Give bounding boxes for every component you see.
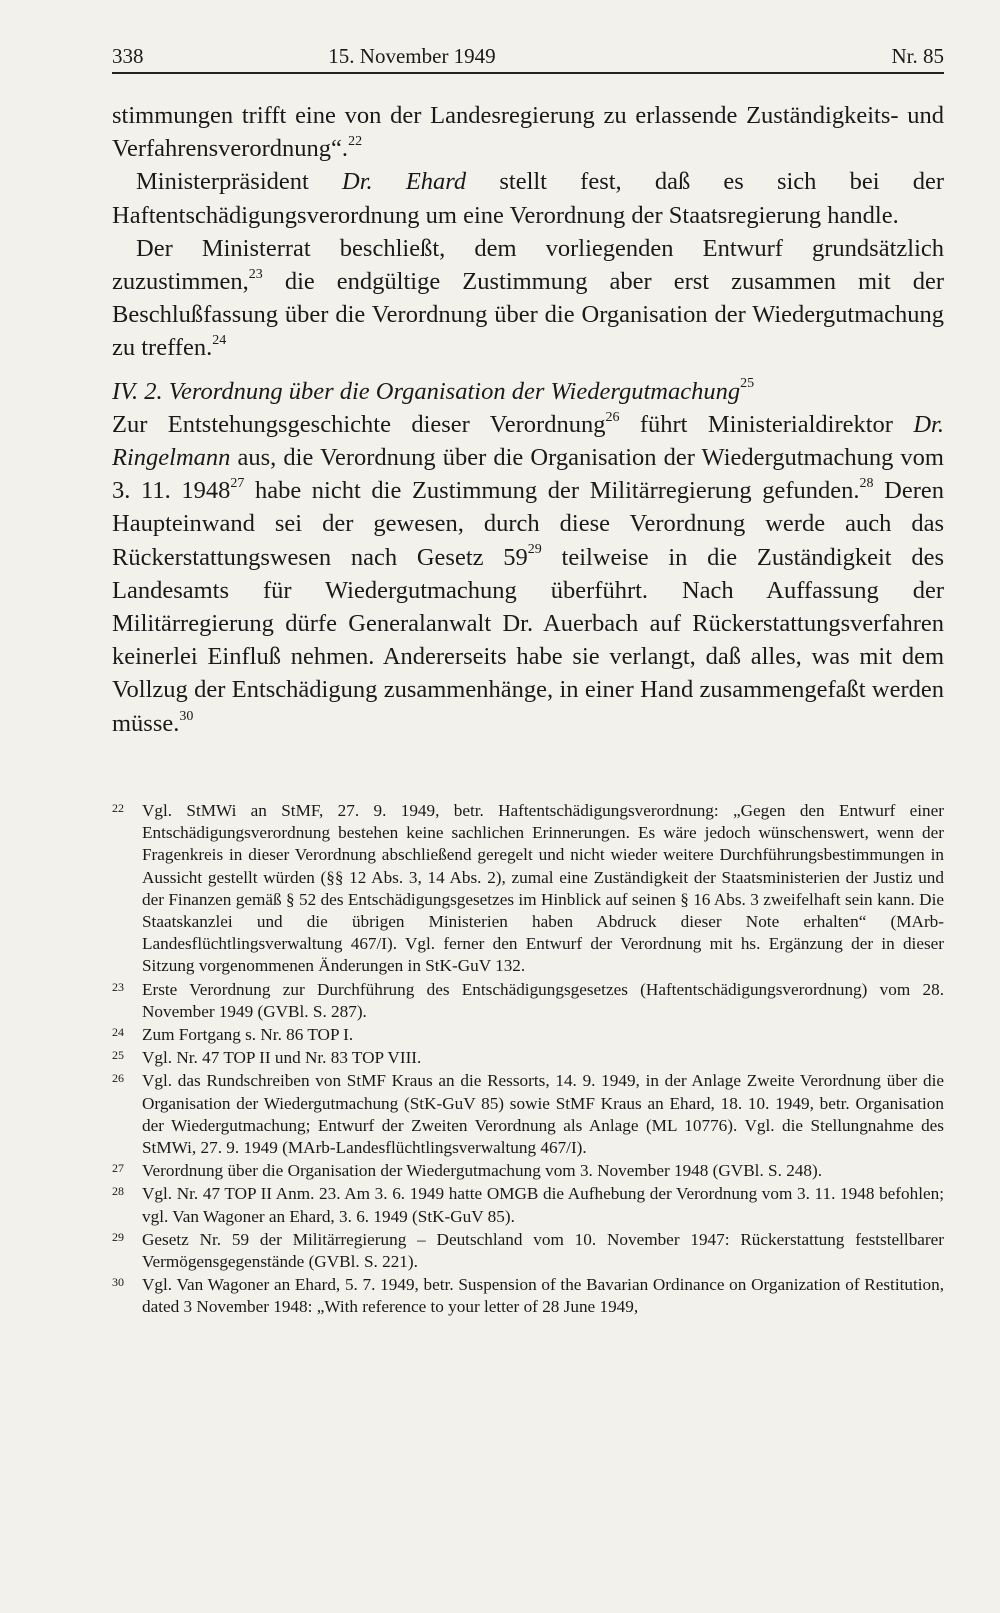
- footnote: [112, 1070, 944, 1159]
- paragraph-text: Zur Entstehungsgeschichte dieser Verordnung: [112, 410, 606, 438]
- paragraph-text: die endgültige Zustimmung aber erst zusammen mit der Beschlußfassung über die Verordnung über die Organisation der Wiedergutmachung zu treffen.: [112, 268, 944, 362]
- section-title: IV. 2. Verordnung über die Organisation der Wiedergutmachung: [112, 377, 741, 405]
- footnotes: [112, 800, 944, 1319]
- paragraph-text: teilweise in die Zuständigkeit des Landesamts für Wiedergutmachung überführt. Nach Auffassung der Militärregierung dürfe Generalanwalt Dr. Auerbach auf Rückerstattungsverfahren keinerlei Einfluß nehmen. Andererseits habe sie verlangt, daß alles, was mit dem Vollzug der Entschädigung zusammenhänge, in einer Hand zusammengefaßt werden müsse.: [112, 543, 944, 737]
- paragraph-text: stellt fest, daß es sich bei der Haftentschädigungsverordnung um eine Verordnung der Staatsregierung handle.: [112, 168, 944, 229]
- footnote-number: 25: [112, 1048, 124, 1063]
- footnote: [112, 1229, 944, 1273]
- footnote-ref: 28: [859, 476, 874, 492]
- footnote-number: 29: [112, 1229, 124, 1244]
- paragraph-2: [112, 165, 944, 231]
- paragraph-text: Ministerpräsident: [136, 168, 343, 196]
- footnote-ref: 25: [740, 376, 755, 392]
- footnote-text: Vgl. Nr. 47 TOP II und Nr. 83 TOP VIII.: [142, 1048, 422, 1068]
- footnote-text: Zum Fortgang s. Nr. 86 TOP I.: [142, 1025, 354, 1045]
- paragraph-text: Der Ministerrat beschließt, dem vorliegenden Entwurf grundsätzlich zuzustimmen,: [112, 234, 944, 296]
- footnote-ref: 30: [179, 708, 194, 724]
- paragraph-text: führt Ministerialdirektor: [619, 410, 914, 438]
- footnote: [112, 800, 944, 978]
- footnote-number: 27: [112, 1161, 124, 1176]
- footnote-text: Vgl. StMWi an StMF, 27. 9. 1949, betr. Haftentschädigungsverordnung: „Gegen den Entwurf einer Entschädigungsverordnung bestehen keine sachlichen Erinnerungen. Es wäre jedoch wünschenswert, wenn der Fragenkreis in dieser Verordnung abschließend geregelt und nicht wieder weitere Durchführungsbestimmungen in Aussicht gestellt würden (§§ 12 Abs. 3, 14 Abs. 2), zumal eine Zuständigkeit der Staatsministerien der Justiz und der Finanzen gemäß § 52 des Entschädigungsgesetzes im Hinblick auf seinen § 16 Abs. 3 zweifelhaft sein kann. Die Staatskanzlei und die übrigen Ministerien haben Abdruck dieser Note erhalten“ (MArb-Landesflüchtlingsverwaltung 467/I). Vgl. ferner den Entwurf der Verordnung mit hs. Ergänzung der in dieser Sitzung vorgenommenen Änderungen in StK-GuV 132.: [142, 801, 944, 976]
- paragraph-text: aus, die Verordnung über die Organisation der Wiedergutmachung vom 3. 11. 1948: [112, 444, 944, 505]
- footnote-text: Gesetz Nr. 59 der Militärregierung – Deutschland vom 10. November 1947: Rückerstattung feststellbarer Vermögensgegenstände (GVBl. S. 221).: [142, 1229, 944, 1272]
- paragraph-text: Deren Haupteinwand sei der gewesen, durch diese Verordnung werde auch das Rückerstattungswesen nach Gesetz 59: [112, 477, 944, 571]
- footnote-ref: 24: [212, 333, 227, 349]
- paragraph-4: [112, 408, 944, 740]
- footnote-ref: 22: [348, 134, 363, 150]
- footnote-number: 28: [112, 1184, 124, 1199]
- paragraph-text: stimmungen trifft eine von der Landesregierung zu erlassende Zuständigkeits- und Verfahrensverordnung“.: [112, 102, 944, 163]
- paragraph-text: habe nicht die Zustimmung der Militärregierung gefunden.: [244, 477, 860, 505]
- footnote-text: Vgl. Van Wagoner an Ehard, 5. 7. 1949, betr. Suspension of the Bavarian Ordinance on Organization of Restitution, dated 3 November 1948: „With reference to your letter of 28 June 1949,: [142, 1275, 944, 1317]
- person-name: Dr. Ehard: [342, 168, 467, 196]
- person-name: Dr. Ringelmann: [112, 410, 944, 472]
- footnote-number: 26: [112, 1071, 124, 1086]
- footnote-number: 30: [112, 1275, 124, 1290]
- footnote: [112, 1024, 944, 1046]
- footnote: [112, 1047, 944, 1069]
- footnote-text: Verordnung über die Organisation der Wiedergutmachung vom 3. November 1948 (GVBl. S. 248).: [142, 1161, 822, 1181]
- page-number: 338: [112, 44, 144, 68]
- footnote-ref: 27: [230, 476, 245, 492]
- main-text: [112, 99, 944, 740]
- footnote-text: Erste Verordnung zur Durchführung des Entschädigungsgesetzes (Haftentschädigungsverordnung) vom 28. November 1949 (GVBl. S. 287).: [142, 979, 944, 1021]
- footnote: [112, 1274, 944, 1318]
- footnote-number: 24: [112, 1025, 124, 1040]
- footnote: [112, 979, 944, 1023]
- header-issue-number: Nr. 85: [891, 44, 944, 68]
- footnote-text: Vgl. Nr. 47 TOP II Anm. 23. Am 3. 6. 1949 hatte OMGB die Aufhebung der Verordnung vom 3. 11. 1948 befohlen; vgl. Van Wagoner an Ehard, 3. 6. 1949 (StK-GuV 85).: [142, 1184, 944, 1226]
- header-date: 15. November 1949: [328, 44, 496, 68]
- footnote-ref: 29: [527, 542, 542, 558]
- paragraph-1: [112, 99, 944, 165]
- footnote: [112, 1183, 944, 1227]
- footnote-number: 23: [112, 979, 124, 994]
- footnote-number: 22: [112, 801, 124, 815]
- footnote-ref: 23: [248, 266, 263, 282]
- running-header: [112, 38, 944, 74]
- footnote: [112, 1160, 944, 1182]
- footnote-text: Vgl. das Rundschreiben von StMF Kraus an die Ressorts, 14. 9. 1949, in der Anlage Zweite Verordnung über die Organisation der Wiedergutmachung (StK-GuV 85) sowie StMF Kraus an Ehard, 18. 10. 1949, betr. Organisation der Wiedergutmachung; Entwurf der Zweiten Verordnung als Anlage (ML 10776). Vgl. die Stellungnahme des StMWi, 27. 9. 1949 (MArb-Landesflüchtlingsverwaltung 467/I).: [142, 1071, 944, 1158]
- paragraph-3: [112, 232, 944, 365]
- section-heading: [112, 375, 944, 408]
- footnote-ref: 26: [605, 409, 620, 425]
